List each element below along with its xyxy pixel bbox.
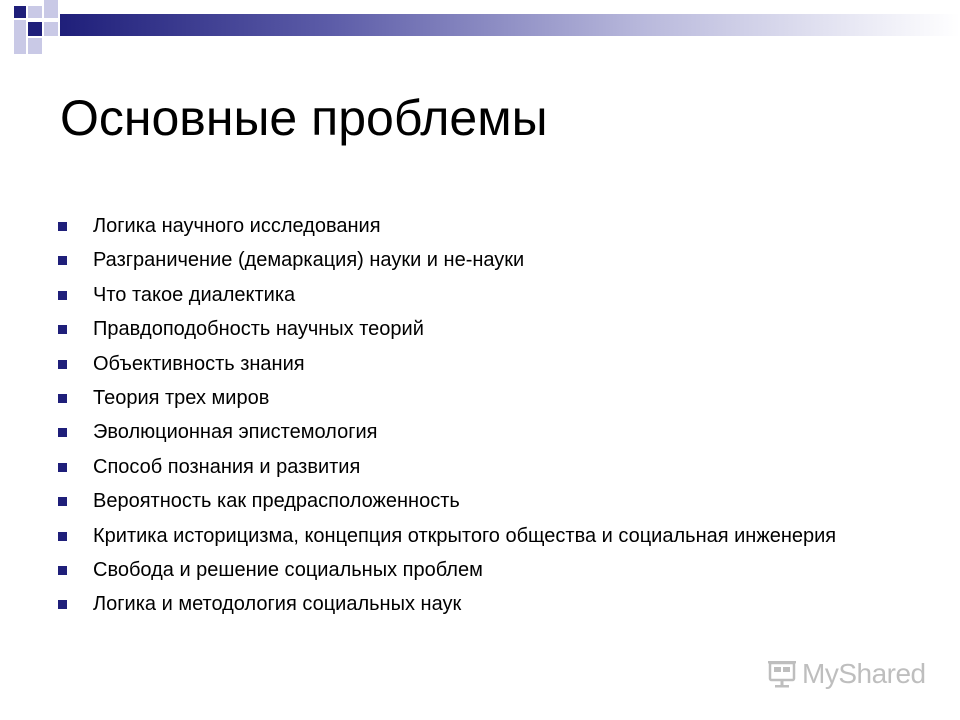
watermark-text: MyShared — [802, 658, 926, 689]
slide-title: Основные проблемы — [60, 90, 548, 146]
presentation-screen-icon — [766, 658, 798, 690]
bullet-text: Разграничение (демаркация) науки и не-науки — [93, 249, 525, 272]
bullet-item — [58, 592, 918, 616]
bullet-text: Вероятность как предрасположенность — [93, 490, 460, 513]
square-bullet-icon — [58, 532, 67, 541]
header-gradient-bar — [60, 14, 960, 36]
bullet-list — [58, 214, 918, 627]
bullet-text: Объективность знания — [93, 352, 305, 375]
header-decoration-square — [28, 6, 42, 18]
bullet-item — [58, 386, 918, 410]
square-bullet-icon — [58, 394, 67, 403]
bullet-item — [58, 524, 918, 548]
header-decoration-square — [28, 22, 42, 36]
square-bullet-icon — [58, 497, 67, 506]
square-bullet-icon — [58, 291, 67, 300]
watermark-logo — [766, 656, 926, 692]
header-decoration-square — [44, 22, 58, 36]
bullet-text: Эволюционная эпистемология — [93, 421, 378, 444]
bullet-item — [58, 214, 918, 238]
header-decoration-square — [28, 38, 42, 54]
square-bullet-icon — [58, 256, 67, 265]
header-decoration-square — [14, 20, 26, 54]
bullet-text: Что такое диалектика — [93, 283, 296, 306]
bullet-text: Правдоподобность научных теорий — [93, 318, 424, 341]
header-decoration-square — [44, 0, 58, 18]
bullet-text: Критика историцизма, концепция открытого общества и социальная инженерия — [93, 524, 837, 547]
bullet-text: Свобода и решение социальных проблем — [93, 558, 483, 581]
bullet-text: Теория трех миров — [93, 386, 270, 409]
bullet-item — [58, 352, 918, 376]
bullet-item — [58, 317, 918, 341]
bullet-item — [58, 489, 918, 513]
bullet-text: Логика и методология социальных наук — [93, 593, 462, 616]
bullet-item — [58, 248, 918, 272]
square-bullet-icon — [58, 222, 67, 231]
bullet-text: Логика научного исследования — [93, 215, 381, 237]
bullet-item — [58, 558, 918, 582]
bullet-item — [58, 455, 918, 479]
bullet-item — [58, 283, 918, 307]
square-bullet-icon — [58, 360, 67, 369]
square-bullet-icon — [58, 566, 67, 575]
bullet-item — [58, 420, 918, 444]
square-bullet-icon — [58, 325, 67, 334]
square-bullet-icon — [58, 428, 67, 437]
square-bullet-icon — [58, 600, 67, 609]
square-bullet-icon — [58, 463, 67, 472]
bullet-text: Способ познания и развития — [93, 455, 361, 478]
header-decoration-square — [14, 6, 26, 18]
